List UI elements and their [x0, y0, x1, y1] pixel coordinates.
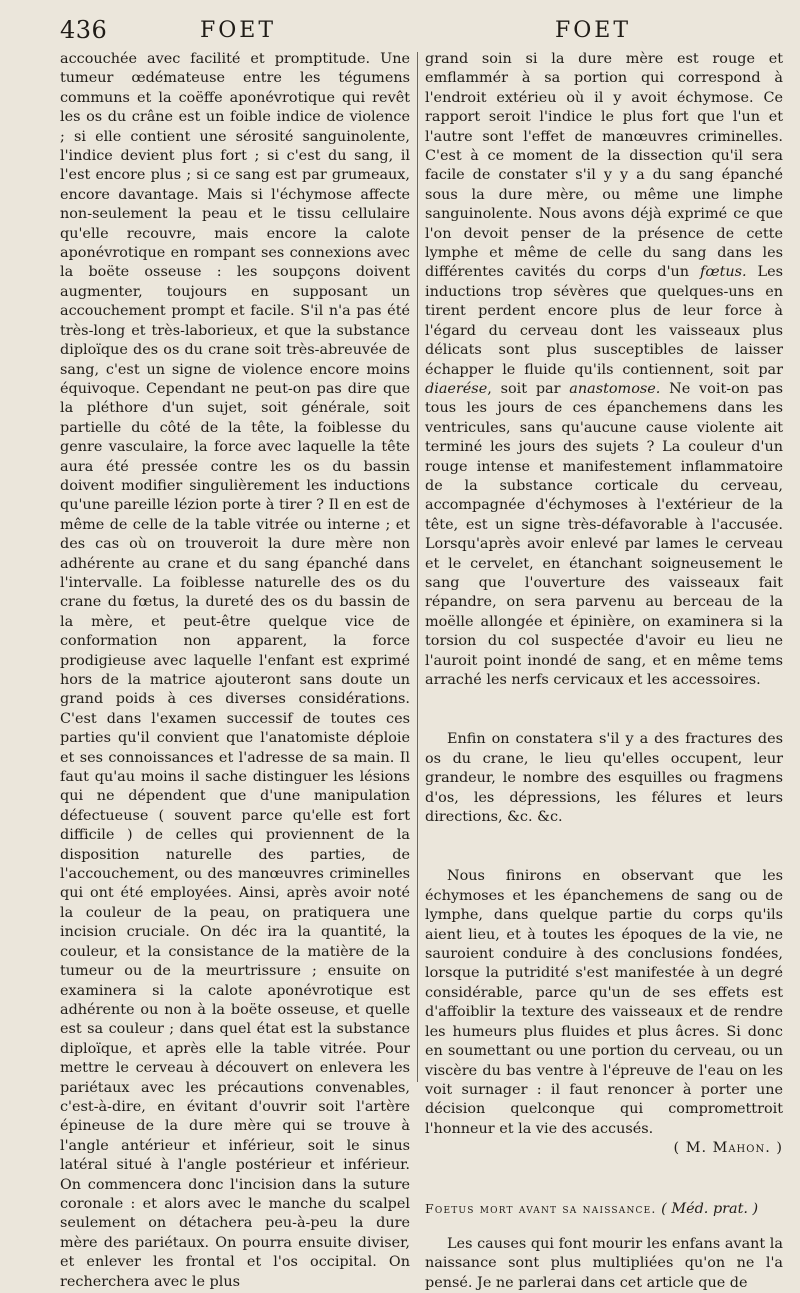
author-name: ( M. Mahon. ) — [673, 1140, 783, 1157]
italic-term-foetus: fœtus. — [700, 264, 747, 281]
text-run: , soit par — [487, 380, 561, 397]
conclusion-paragraph: Nous finirons en observant que les échymoses et les épanchemens de sang ou de lymphe, dans quelque partie du corps qu'ils aient lieu, et à toutes les époques de la vie, ne sauroient conduire à des conclusions fondées, lorsque la putridité s'est manifestée à un degré considérable, parce qu'un de ses effets est d'affoiblir la texture des vaisseaux et de rendre les humeurs plus fluides et plus âcres. Si donc en soumettant ou une portion du cerveau, ou un viscère du bas ventre à l'épreuve de l'eau on les voit surnager : il faut renoncer à porter une décision quelconque qui compromettroit l'honneur et la vie des accusés. — [425, 868, 783, 1137]
left-column — [60, 50, 410, 1290]
paragraph-spacer — [425, 1219, 783, 1235]
right-column — [425, 50, 783, 1291]
fractures-paragraph: Enfin on constatera s'il y a des fractures des os du crane, le lieu qu'elles occupent, leur grandeur, le nombre des esquilles ou fragmens d'os, les dépressions, les félures et leurs directions, &c. &c. — [425, 731, 783, 826]
entry-source: ( Méd. prat. ) — [661, 1200, 759, 1217]
author-signature — [425, 1139, 783, 1158]
right-paragraph-continuation — [425, 50, 783, 690]
new-entry-paragraph: Les causes qui font mourir les enfans avant la naissance sont plus multipliées qu'on ne l'a pensé. Je ne parlerai dans cet article que de — [425, 1235, 783, 1291]
italic-term-anastomose: anastomose. — [569, 380, 661, 397]
page-number: 436 — [60, 16, 108, 44]
entry-heading: Foetus mort avant sa naissance. — [425, 1200, 657, 1216]
paragraph-spacer — [425, 690, 783, 730]
italic-term-diaerese: diaerése — [425, 380, 488, 397]
running-head-right: FOET — [555, 18, 632, 43]
left-paragraph-continuation: accouchée avec facilité et promptitude. Une tumeur œdémateuse entre les tégumens communs et la coëffe aponévrotique qui revêt les os du crâne est un foible indice de violence ; si elle contient une sérosité sanguinolente, l'indice devient plus fort ; si c'est du sang, il l'est encore plus ; si ce sang est par grumeaux, encore davantage. Mais si l'échymose affecte non-seulement la peau et le tissu cellulaire qu'elle recouvre, mais encore la calote aponévrotique en rompant ses connexions avec la boëte osseuse : les soupçons doivent augmenter, toujours en supposant un accouchement prompt et facile. S'il n'a pas été très-long et très-laborieux, et que la substance diploïque des os du crane soit très-abreuvée de sang, c'est un signe de violence encore moins équivoque. Cependant ne peut-on pas dire que la pléthore d'un sujet, soit générale, soit partielle du côté de la tête, la foiblesse du genre vasculaire, la force avec laquelle la tête aura été pressée contre les os du bassin doivent modifier singulièrement les inductions qu'une pareille lézion porte à tirer ? Il en est de même de celle de la table vitrée ou interne ; et des cas où on trouveroit la dure mère non adhérente au crane et du sang épanché dans l'intervalle. La foiblesse naturelle des os du crane du fœtus, la dureté des os du bassin de la mère, et peut-être quelque vice de conformation non apparent, la force prodigieuse avec laquelle l'enfant est exprimé hors de la matrice ajouteront sans doute un grand poids à ces diverses considérations. C'est dans l'examen successif de toutes ces parties qu'il convient que l'anatomiste déploie et ses connoissances et l'adresse de sa main. Il faut qu'au moins il sache distinguer les lésions qui ne dépendent que d'une manipulation défectueuse ( souvent parce qu'elle est fort difficile ) de celles qui proviennent de la disposition naturelle des parties, de l'accouchement, ou des manœuvres criminelles qui ont été employées. Ainsi, après avoir noté la couleur de la peau, on pratiquera une incision cruciale. On déc ira la quantité, la couleur, et la consistance de la matière de la tumeur ou de la meurtrissure ; ensuite on examinera si la calote aponévrotique est adhérente ou non à la boëte osseuse, et quelle est sa couleur ; dans quel état est la substance diploïque, et après elle la table vitrée. Pour mettre le cerveau à découvert on enlevera les pariétaux avec les précautions convenables, c'est-à-dire, en évitant d'ouvrir soit l'artère épineuse de la dure mère qui se trouve à l'angle antérieur et inférieur, soit le sinus latéral situé à l'angle postérieur et inférieur. On commencera donc l'incision dans la suture coronale : et alors avec le manche du scalpel seulement on détachera peu-à-peu la dure mère des pariétaux. On pourra ensuite diviser, et enlever les frontal et l'os occipital. On recherchera avec le plus — [60, 51, 410, 1290]
entry-heading-line — [425, 1199, 783, 1219]
text-run: grand soin si la dure mère est rouge et emflammér à sa portion qui correspond à l'endroit extérieu où il y avoit échymose. Ce rapport seroit l'indice le plus fort que l'un et l'autre sont l'effet de manœuvres criminelles. C'est à ce moment de la dissection qu'il sera facile de constater s'il y y a du sang épanché sous la dure mère, ou même une limphe sanguinolente. Nous avons déjà exprimé ce que l'on devoit penser de la présence de cette lymphe et même de celle du sang dans les différentes cavités du corps d'un — [425, 51, 783, 281]
text-run: Les inductions trop sévères que quelques-uns en tirent perdent encore plus de leur force à l'égard du cerveau dont les vaisseaux plus délicats sont plus susceptibles de laisser échapper le fluide qu'ils contiennent, soit par — [425, 264, 783, 378]
running-head-left: FOET — [200, 18, 277, 43]
paragraph-spacer — [425, 1159, 783, 1199]
paragraph-spacer — [425, 827, 783, 867]
page-header — [0, 14, 800, 46]
text-run: Ne voit-on pas tous les jours de ces épanchemens dans les ventricules, sans qu'aucune cause violente ait terminé les jours des sujets ? La couleur d'un rouge intense et manifestement inflammatoire de la substance corticale du cerveau, accompagnée d'échymoses à l'extérieur de la tête, est un signe très-défavorable à l'accusée. Lorsqu'après avoir enlevé par lames le cerveau et le cervelet, en étanchant soigneusement le sang que l'ouverture des vaisseaux fait répandre, on sera parvenu au berceau de la moëlle allongée et épinière, on examinera si la torsion du col suspectée d'avoir eu lieu ne l'auroit point inondé de sang, et en même tems arraché les nerfs cervicaux et les accessoires. — [425, 380, 783, 688]
column-divider — [417, 52, 418, 1082]
